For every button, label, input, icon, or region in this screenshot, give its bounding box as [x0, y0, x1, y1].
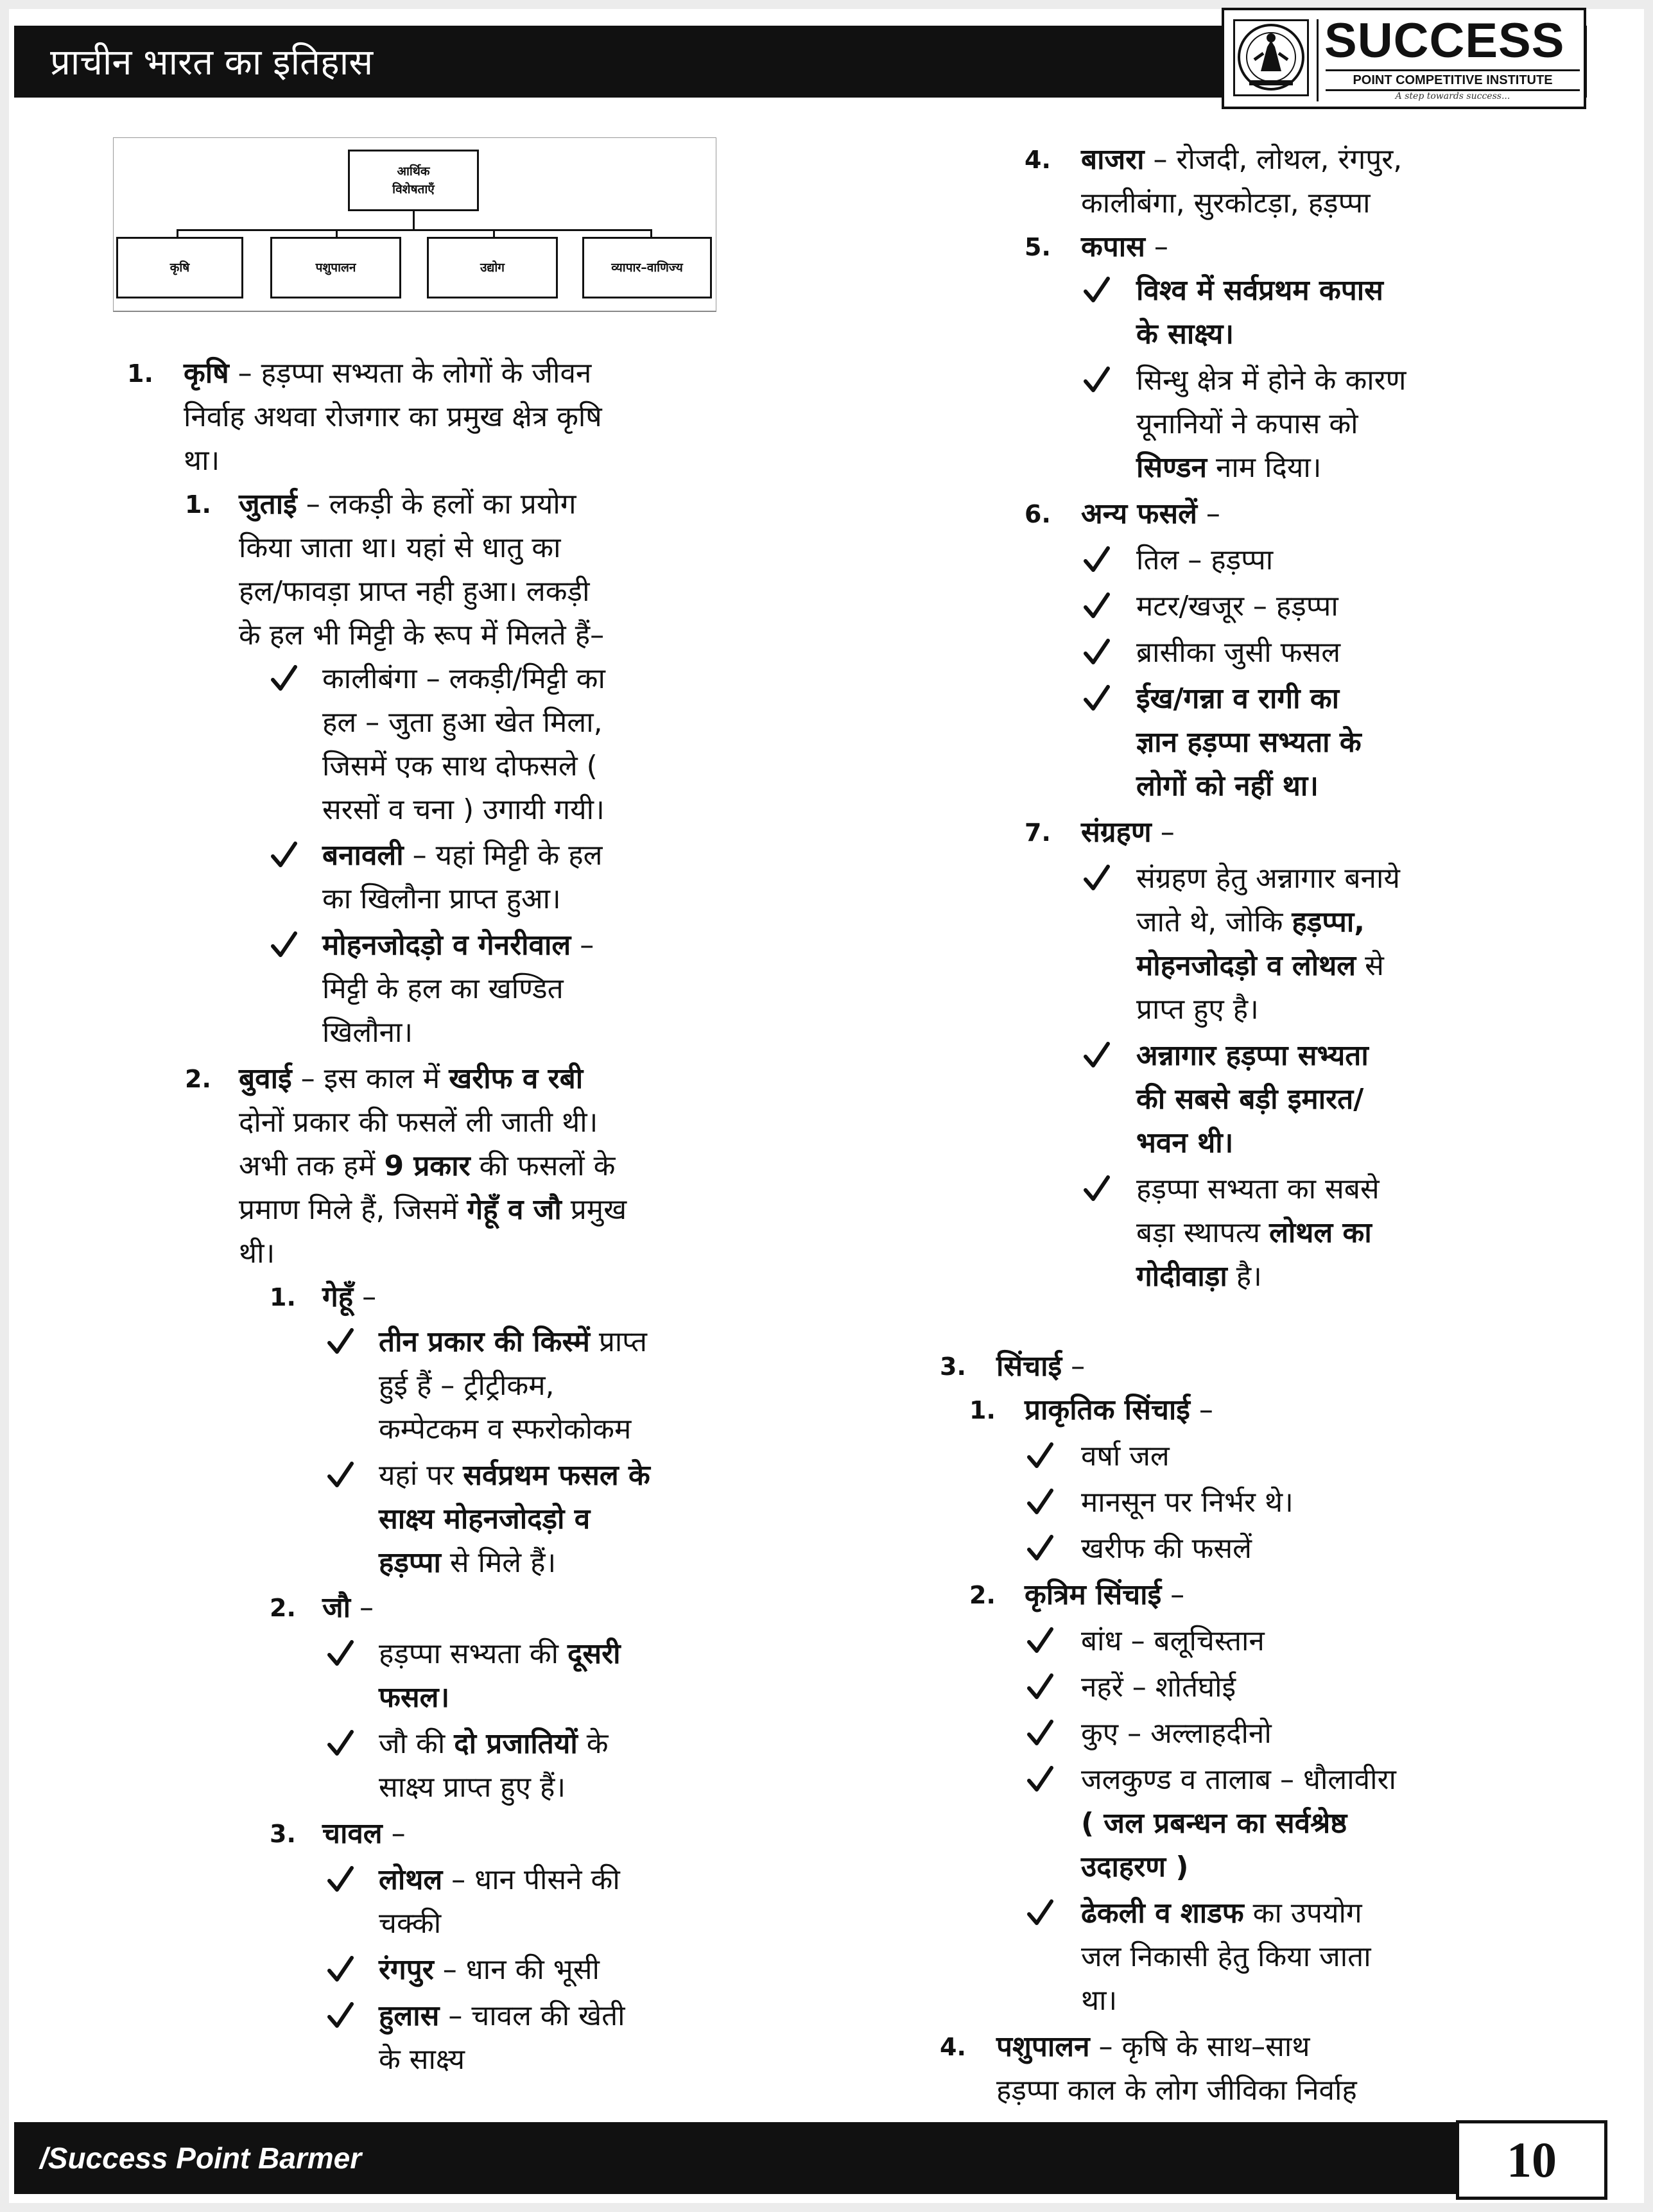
diagram-child-label: कृषि: [169, 261, 190, 275]
item-text: – हड़प्पा सभ्यता के लोगों के जीवन: [229, 357, 592, 390]
checkmark-icon: [1026, 1759, 1054, 1801]
text-line: मिट्टी के हल का खण्डित: [322, 972, 564, 1005]
text-line: साक्ष्य प्राप्त हुए हैं।: [379, 1771, 566, 1804]
checkmark-icon: [1026, 1892, 1054, 1935]
text-line: [1136, 270, 1383, 312]
text-line: [1136, 945, 1384, 987]
text-line: [379, 1859, 620, 1901]
text-line: [1081, 1802, 1347, 1845]
item-number: 4.: [940, 2033, 966, 2061]
text-line: [1136, 721, 1362, 764]
text-line: [1136, 1078, 1363, 1121]
checkmark-icon: [1026, 1713, 1054, 1755]
diagram-connector: [413, 211, 415, 230]
item-text: यहां पर: [379, 1459, 463, 1492]
item-text: – रोजदी, लोथल, रंगपुर,: [1144, 143, 1403, 176]
bold-text: अन्नागार हड़प्पा सभ्यता: [1136, 1039, 1369, 1072]
checkmark-icon: [326, 1455, 354, 1497]
text-line: था।: [184, 444, 220, 477]
item-number: 5.: [1025, 233, 1051, 261]
checkmark-icon: [326, 1633, 354, 1675]
checkmark-icon: [1026, 1666, 1054, 1709]
item-text: –: [353, 1281, 377, 1313]
item-text: के: [577, 1727, 609, 1760]
item-text: – इस काल में: [291, 1062, 449, 1095]
bold-text: लोथल: [379, 1863, 443, 1896]
checkmark-icon: [1082, 1168, 1111, 1211]
item-text: –: [1161, 1578, 1185, 1611]
item-heading: प्राकृतिक सिंचाई: [1025, 1394, 1190, 1426]
text-line: [1136, 765, 1319, 808]
item-text: – कृषि के साथ–साथ: [1089, 2030, 1310, 2063]
item-heading: गेहूँ: [322, 1281, 354, 1313]
text-line: [996, 2026, 1310, 2068]
text-line: का खिलौना प्राप्त हुआ।: [322, 883, 561, 915]
logo-name: SUCCESS: [1324, 13, 1565, 68]
item-number: 4.: [1025, 146, 1051, 174]
item-text: –: [1197, 497, 1220, 530]
bold-text: ढेकली व शाडफ: [1081, 1897, 1244, 1930]
text-line: [239, 1058, 583, 1100]
text-line: [1081, 226, 1168, 268]
item-heading: बाजरा: [1081, 143, 1145, 176]
text-line: खरीफ की फसलें: [1081, 1532, 1252, 1565]
item-number: 2.: [185, 1065, 211, 1093]
text-line: [1136, 1122, 1233, 1164]
bold-text: की सबसे बड़ी इमारत/: [1136, 1083, 1364, 1116]
text-line: ब्रासीका जुसी फसल: [1136, 636, 1341, 669]
text-line: जिसमें एक साथ दोफसले (: [322, 750, 598, 782]
text-line: [996, 1345, 1085, 1388]
checkmark-icon: [1082, 678, 1111, 720]
text-line: [1081, 811, 1175, 854]
text-line: [1136, 1256, 1262, 1298]
checkmark-icon: [326, 1321, 354, 1363]
item-number: 3.: [270, 1820, 296, 1848]
bold-text: लोगों को नहीं था।: [1136, 770, 1319, 802]
text-line: था।: [1081, 1984, 1118, 2017]
text-line: थी।: [239, 1237, 275, 1270]
text-line: कालीबंगा – लकड़ी/मिट्टी का: [322, 662, 605, 695]
item-text: –: [571, 929, 594, 962]
logo-subtitle: POINT COMPETITIVE INSTITUTE: [1326, 69, 1580, 91]
text-line: [322, 834, 602, 877]
footer-text: /Success Point Barmer: [40, 2141, 362, 2175]
checkmark-icon: [270, 924, 298, 967]
text-line: सरसों व चना ) उगायी गयी।: [322, 793, 605, 826]
text-line: यूनानियों ने कपास को: [1136, 408, 1358, 440]
bold-text: 9 प्रकार: [384, 1150, 471, 1182]
item-heading: कपास: [1081, 230, 1145, 263]
text-line: [1136, 1212, 1372, 1254]
item-number: 1.: [969, 1396, 996, 1424]
item-text: जाते थे, जोकि: [1136, 906, 1292, 938]
item-text: से मिले हैं।: [440, 1546, 557, 1579]
checkmark-icon: [326, 1723, 354, 1765]
bold-text: विश्व में सर्वप्रथम कपास: [1136, 274, 1383, 307]
checkmark-icon: [1082, 632, 1111, 674]
item-text: प्रमुख: [561, 1193, 627, 1226]
text-line: कुए – अल्लाहदीनो: [1081, 1717, 1272, 1750]
bold-text: खरीफ व रबी: [449, 1062, 584, 1095]
checkmark-icon: [1082, 539, 1111, 582]
bold-text: साक्ष्य मोहनजोदड़ो व: [379, 1503, 591, 1535]
bold-text: हुलास: [379, 2000, 440, 2032]
text-line: [379, 1498, 590, 1541]
text-line: हुई हैं – ट्रीट्रीकम,: [379, 1369, 555, 1402]
checkmark-icon: [270, 834, 298, 877]
checkmark-icon: [1082, 858, 1111, 900]
item-heading: कृत्रिम सिंचाई: [1025, 1578, 1162, 1611]
bold-text: फसल।: [379, 1681, 450, 1714]
diagram-root-label: आर्थिक विशेषताएँ: [392, 164, 435, 196]
text-line: हल – जुता हुआ खेत मिला,: [322, 706, 603, 739]
bold-text: सिण्डन: [1136, 451, 1207, 484]
text-line: [1081, 493, 1220, 535]
text-line: खिलौना।: [322, 1016, 413, 1049]
diagram-child-box: [116, 237, 243, 298]
item-number: 2.: [969, 1581, 996, 1609]
item-text: की फसलों के: [470, 1150, 616, 1182]
text-line: वर्षा जल: [1081, 1440, 1170, 1473]
text-line: [1136, 901, 1365, 944]
item-text: अभी तक हमें: [239, 1150, 385, 1182]
item-text: है।: [1227, 1260, 1262, 1293]
item-text: से: [1356, 949, 1384, 982]
text-line: किया जाता था। यहां से धातु का: [239, 531, 561, 564]
text-line: [379, 1321, 647, 1363]
checkmark-icon: [1026, 1435, 1054, 1478]
item-text: –: [1145, 230, 1168, 263]
item-text: – धान पीसने की: [442, 1863, 620, 1896]
item-text: का उपयोग: [1243, 1897, 1362, 1930]
text-line: जलकुण्ड व तालाब – धौलावीरा: [1081, 1763, 1396, 1796]
bold-text: सर्वप्रथम फसल के: [463, 1459, 650, 1492]
text-line: [379, 1455, 650, 1497]
text-line: मानसून पर निर्भर थे।: [1081, 1486, 1294, 1519]
item-heading: संग्रहण: [1081, 816, 1152, 849]
diagram-child-box: [582, 237, 712, 298]
text-line: [239, 483, 576, 526]
text-line: [1136, 1035, 1369, 1077]
text-line: [239, 1189, 627, 1231]
bold-text: ( जल प्रबन्धन का सर्वश्रेष्ठ: [1081, 1807, 1347, 1840]
bold-text: रंगपुर: [379, 1953, 434, 1986]
text-line: हड़प्पा सभ्यता का सबसे: [1136, 1173, 1380, 1205]
text-line: नहरें – शोर्तघोई: [1081, 1671, 1236, 1704]
text-line: [322, 1813, 406, 1855]
text-line: [1025, 1574, 1184, 1616]
text-line: [1136, 678, 1339, 720]
text-line: [1081, 139, 1402, 181]
item-number: 2.: [270, 1594, 296, 1622]
checkmark-icon: [1026, 1620, 1054, 1663]
item-text: – चावल की खेती: [439, 2000, 625, 2032]
bold-text: गेहूँ व जौ: [467, 1193, 562, 1226]
checkmark-icon: [1026, 1528, 1054, 1570]
text-line: सिन्धु क्षेत्र में होने के कारण: [1136, 364, 1406, 397]
checkmark-icon: [1082, 270, 1111, 312]
text-line: हल/फावड़ा प्राप्त नही हुआ। लकड़ी: [239, 575, 590, 608]
text-line: के हल भी मिट्टी के रूप में मिलते हैं–: [239, 619, 605, 652]
text-line: प्राप्त हुए है।: [1136, 993, 1259, 1026]
bold-text: तीन प्रकार की किस्में: [379, 1326, 590, 1358]
diagram-child-box: [270, 237, 401, 298]
checkmark-icon: [326, 1995, 354, 2037]
text-line: [379, 1949, 600, 1991]
item-text: –: [351, 1591, 374, 1624]
item-text: हड़प्पा सभ्यता की: [379, 1637, 568, 1670]
item-heading: कृषि: [184, 357, 229, 390]
bold-text: ईख/गन्ना व रागी का: [1136, 682, 1340, 715]
item-heading: चावल: [322, 1817, 383, 1850]
item-text: –: [1190, 1394, 1213, 1426]
item-text: – धान की भूसी: [433, 1953, 600, 1986]
text-line: हड़प्पा काल के लोग जीविका निर्वाह: [996, 2074, 1357, 2107]
item-text: –: [1062, 1350, 1086, 1383]
logo-tagline: A step towards success...: [1395, 91, 1510, 101]
checkmark-icon: [270, 658, 298, 700]
diagram-root-box: [348, 150, 479, 211]
bold-text: दूसरी: [567, 1637, 621, 1670]
item-text: जौ की: [379, 1727, 454, 1760]
text-line: निर्वाह अथवा रोजगार का प्रमुख क्षेत्र कृषि: [184, 401, 602, 433]
text-line: [239, 1145, 615, 1188]
text-line: [1136, 313, 1234, 356]
text-line: चक्की: [379, 1907, 442, 1940]
text-line: [379, 1633, 621, 1675]
text-line: बांध – बलूचिस्तान: [1081, 1625, 1265, 1657]
logo-divider: [1317, 19, 1319, 101]
text-line: कालीबंगा, सुरकोटड़ा, हड़प्पा: [1081, 187, 1371, 220]
item-text: – यहां मिट्टी के हल: [403, 839, 603, 872]
institute-logo: [1222, 8, 1586, 109]
text-line: तिल – हड़प्पा: [1136, 544, 1274, 576]
bold-text: मोहनजोदड़ो व लोथल: [1136, 949, 1356, 982]
bold-text: दो प्रजातियों: [454, 1727, 578, 1760]
item-number: 1.: [185, 490, 211, 519]
bold-text: उदाहरण ): [1081, 1851, 1189, 1883]
item-number: 7.: [1025, 818, 1051, 847]
text-line: [1136, 447, 1321, 489]
bold-text: ज्ञान हड़प्पा सभ्यता के: [1136, 726, 1362, 759]
text-line: [379, 1677, 449, 1719]
bold-text: लोथल का: [1269, 1216, 1372, 1249]
item-text: – लकड़ी के हलों का प्रयोग: [297, 488, 576, 521]
item-text: –: [382, 1817, 406, 1850]
page-number: 10: [1456, 2120, 1607, 2200]
economic-features-diagram: [113, 137, 716, 312]
text-line: [322, 1276, 376, 1318]
checkmark-icon: [1082, 1035, 1111, 1077]
bold-text: के साक्ष्य।: [1136, 318, 1234, 350]
item-text: –: [1151, 816, 1175, 849]
text-line: के साक्ष्य: [379, 2043, 465, 2076]
item-heading: अन्य फसलें: [1081, 497, 1197, 530]
item-heading: सिंचाई: [996, 1350, 1062, 1383]
item-heading: बनावली: [322, 839, 404, 872]
item-text: नाम दिया।: [1207, 451, 1322, 484]
text-line: [379, 1723, 609, 1765]
header-title: प्राचीन भारत का इतिहास: [50, 42, 374, 83]
text-line: संग्रहण हेतु अन्नागार बनाये: [1136, 862, 1400, 895]
checkmark-icon: [326, 1859, 354, 1901]
item-number: 1.: [127, 359, 153, 388]
item-number: 6.: [1025, 500, 1051, 528]
bold-text: हड़प्पा: [379, 1546, 441, 1579]
text-line: जल निकासी हेतु किया जाता: [1081, 1940, 1371, 1973]
diagram-child-label: पशुपालन: [315, 261, 356, 275]
text-line: मटर/खजूर – हड़प्पा: [1136, 590, 1338, 623]
item-heading: पशुपालन: [996, 2030, 1090, 2063]
text-line: [1025, 1389, 1213, 1431]
item-text: बड़ा स्थापत्य: [1136, 1216, 1270, 1249]
diagram-child-box: [427, 237, 558, 298]
text-line: [379, 1995, 625, 2037]
bold-text: हड़प्पा,: [1292, 906, 1365, 938]
checkmark-icon: [1026, 1482, 1054, 1524]
item-heading: जौ: [322, 1591, 351, 1624]
bold-text: गोदीवाड़ा: [1136, 1260, 1227, 1293]
text-line: कम्पेटकम व स्फरोकोकम: [379, 1413, 632, 1446]
checkmark-icon: [1082, 359, 1111, 402]
item-number: 3.: [940, 1352, 966, 1381]
item-heading: बुवाई: [239, 1062, 292, 1095]
text-line: [379, 1542, 556, 1584]
checkmark-icon: [1082, 585, 1111, 628]
item-heading: मोहनजोदड़ो व गेनरीवाल: [322, 929, 571, 962]
diagram-connector: [177, 229, 652, 231]
text-line: [1081, 1846, 1188, 1888]
text-line: [184, 352, 591, 395]
item-heading: जुताई: [239, 488, 297, 521]
text-line: दोनों प्रकार की फसलें ली जाती थी।: [239, 1106, 598, 1139]
emblem-icon: [1233, 19, 1309, 96]
diagram-child-label: व्यापार–वाणिज्य: [611, 261, 683, 275]
checkmark-icon: [326, 1949, 354, 1991]
text-line: [322, 1587, 374, 1629]
bold-text: भवन थी।: [1136, 1127, 1234, 1159]
item-number: 1.: [270, 1283, 296, 1311]
text-line: [322, 924, 594, 967]
item-text: प्रमाण मिले हैं, जिसमें: [239, 1193, 467, 1226]
diagram-child-label: उद्योग: [480, 261, 505, 275]
item-text: प्राप्त: [589, 1326, 647, 1358]
text-line: [1081, 1892, 1362, 1935]
